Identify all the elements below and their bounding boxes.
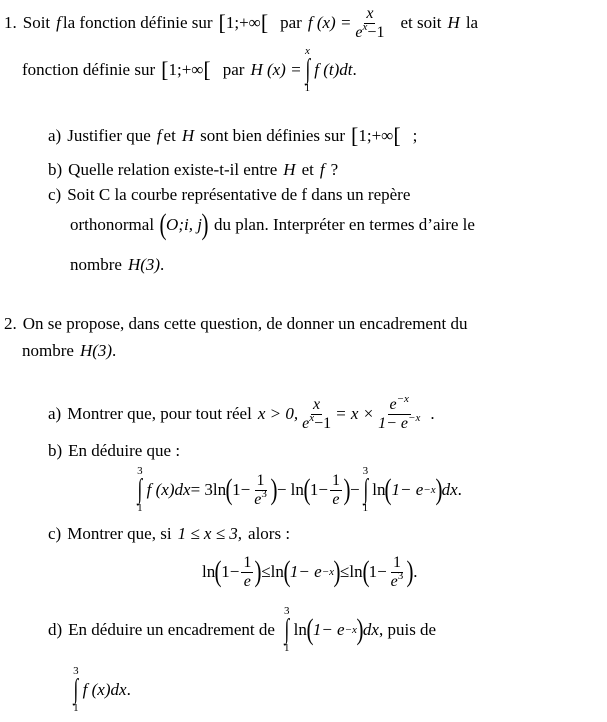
q2-d: d) En déduire un encadrement de 3 ∫ 1 ln ( 1− e −x ) dx , puis de [48,605,437,654]
q2-b-frac1 [252,473,269,508]
q2-d-dx: dx [362,620,379,639]
q1-c-line3-a: nombre [70,255,122,274]
q2-a-lhs-den-tail: −1 [314,414,332,432]
q1-int-upper: x [304,45,310,58]
q1-line2-par: par [222,60,245,79]
q1-line2-interval: 1;+∞ [168,60,204,79]
q1-fx: f (x) = [307,13,352,32]
q2-d-label: d) [48,620,63,639]
q2-a-lhs [300,397,333,432]
q2-a-label: a) [48,404,62,423]
q1-integral-sign: x ∫ 1 [304,45,311,94]
q1-H: H [447,13,460,32]
q1-b-and: et [301,160,314,179]
q2-a-cond: x > 0, [257,404,299,423]
q2-c-one-minus-2: 1− [368,562,387,581]
q1-b-text: Quelle relation existe-t-il entre [68,160,278,179]
q2-a-lhs-num: x [313,395,321,413]
q2-d-text2: , puis de [378,620,437,639]
q1-c-line3 [70,252,164,278]
q2-d-inner: 1− e [312,620,345,639]
q1-a-f: f [156,126,162,145]
q1-a-label: a) [48,126,62,145]
q2-d2-int-lower: 1 [73,701,79,714]
q2-d-integral-sign: 3 ∫ 1 [284,605,290,654]
q2-b-int2-ln: ln [372,480,386,499]
q2-c-frac2-den: e [390,572,398,590]
q1-line1: 1. Soit f la fonction définie sur [ 1;+∞ [ par f (x) = $\frac{x}{e^x-1}$ et soit H la [4,4,479,41]
q2-a-lhs-den: e [302,414,310,432]
q1-par: par [280,13,302,32]
q2-c-inner: 1− e [289,562,322,581]
q1-a-text: Justifier que [67,126,151,145]
q2-c-one-minus-1: 1− [221,562,240,581]
q2-d2-end: . [126,680,131,699]
q2-c-ln2: ln [270,562,284,581]
q2-c-frac1 [241,555,253,590]
q2-a-rhs-num-exp: −x [396,392,409,405]
q1-integrand: f (t)dt [314,60,353,79]
q2-d2-integrand: f (x)dx [82,680,127,699]
q2-c-cond: 1 ≤ x ≤ 3, [177,524,243,543]
q2-b-eq: = 3ln [190,480,227,499]
q2-c-le2: ≤ [340,562,350,581]
q2-b-frac2-num: 1 [331,471,340,489]
q1-fraction [353,6,386,41]
q1-c-line2-a: orthonormal [70,215,155,234]
q2-number: 2. [4,314,17,333]
q1-c-line2-b: du plan. Interpréter en termes d’aire le [213,215,475,234]
q2-c-text: Montrer que, si [67,524,172,543]
q2-b-one-minus: 1− [232,480,251,499]
q1-intro-a: Soit [22,13,51,32]
q2-text1: On se propose, dans cette question, de donner un encadrement du [22,314,468,333]
q2-c-frac2 [389,555,406,590]
q2-line1 [4,313,467,335]
q1-c-text: Soit C la courbe représentative de f dans un repère [67,185,411,204]
q1-interval: 1;+∞ [225,13,261,32]
q2-c-frac1-den: e [243,572,251,590]
q2-text2-end: . [112,341,117,360]
q1-line2: fonction définie sur [ 1;+∞ [ par H (x) = x ∫ 1 f (t)dt . [22,45,357,94]
q2-b-int2-dx: dx [441,480,458,499]
q1-intro-d: la [465,13,479,32]
q2-b-minus: − [349,480,360,499]
q1-c-line3-end: . [160,255,165,274]
q1-a-text2: sont bien définies sur [200,126,346,145]
q1-frac-den: e [355,23,363,41]
q1-line2-end: . [352,60,357,79]
q2-a-eq: = x × [335,404,375,423]
q1-b-end: ? [330,160,339,179]
q2-b-integrand: f (x)dx [146,480,191,499]
q2-a-rhs-num: e [389,395,397,413]
q2-b-frac2 [330,473,342,508]
q2-b-integral2-sign: 3 ∫ 1 [362,465,369,514]
q2-d-text: En déduire un encadrement de [68,620,275,639]
q2-a-rhs-den-exp: −x [408,411,421,424]
q2-a-rhs [376,392,422,432]
q2-c-frac1-num: 1 [243,553,252,571]
q1-a-end: ; [412,126,418,145]
q1-c-label: c) [48,185,62,204]
q2-c-formula: ln ( 1− $\frac{1}{e}$ ) ≤ ln ( 1− e −x ) ≤ ln ( 1− $\frac{1}{e^3}$ ) . [202,553,418,590]
q2-a-text: Montrer que, pour tout réel [67,404,252,423]
q1-c [48,184,410,206]
q1-b-H: H [283,160,296,179]
q2-a-lhs-den-exp: x [309,411,315,424]
q1-intro-c: et soit [400,13,442,32]
q2-c-frac2-den-exp: 3 [397,569,404,582]
q1-Hx: H (x) = [250,60,302,79]
q2-b-int2-lower: 1 [362,501,369,514]
q1-number: 1. [4,13,17,32]
q1-a-interval: 1;+∞ [358,126,394,145]
q2-b-int-lower: 1 [137,501,143,514]
q2-b-frac1-den: e [254,490,262,508]
q2-c-ln1: ln [202,562,216,581]
q2-b-frac1-den-exp: 3 [261,487,267,500]
q2-c [48,523,290,545]
q2-c-le1: ≤ [261,562,271,581]
q2-b [48,440,180,462]
q2-line2 [22,338,116,364]
q2-a-end: . [430,404,435,423]
q2-a-rhs-den: 1− e [378,414,409,432]
q2-a [48,394,435,434]
q2-b-end: . [457,480,462,499]
q2-c-frac2-num: 1 [392,553,401,571]
q1-a: a) Justifier que f et H sont bien définies sur [ 1;+∞ [ ; [48,123,418,148]
q2-c-label: c) [48,524,62,543]
q2-d-integrand: ln [293,620,307,639]
q1-frac-den-exp: x [362,20,368,33]
q1-b-f: f [319,160,325,179]
q1-a-H: H [181,126,195,145]
q1-b-label: b) [48,160,63,179]
q1-a-and: et [163,126,176,145]
q2-b-text: En déduire que : [68,441,181,460]
q2-d2-integral-sign: 3 ∫ 1 [73,665,79,714]
q1-int-lower: 1 [304,81,311,94]
q2-d2-int-upper: 3 [73,665,79,678]
q2-b-minus-ln: − ln [276,480,304,499]
q2-b-int2-inner: 1− e [391,480,424,499]
q2-b-int-upper: 3 [137,465,143,478]
q1-c-repere: O;i, j [166,215,202,234]
q2-c-ln3: ln [349,562,363,581]
q1-frac-num: x [366,4,374,22]
q1-b [48,159,338,181]
q2-b-integral1-sign: 3 ∫ 1 [137,465,143,514]
q2-b-int2-upper: 3 [362,465,369,478]
q2-d-line2 [70,664,131,716]
q2-b-one-minus-2: 1− [309,480,328,499]
q2-H3: H(3) [79,341,113,360]
q1-c-line2: orthonormal ( O;i, j ) du plan. Interpréter en termes d’aire le [70,208,475,241]
q2-d-int-lower: 1 [284,641,290,654]
q1-line2-a: fonction définie sur [22,60,156,79]
q1-intro-b: la fonction définie sur [62,13,213,32]
q1-c-H3: H(3) [127,255,161,274]
q2-b-label: b) [48,441,63,460]
q2-b-frac2-den: e [332,490,340,508]
q2-d-int-upper: 3 [284,605,290,618]
q2-c-text2: alors : [248,524,291,543]
q1-frac-den-tail: −1 [367,23,385,41]
q1-f: f [56,13,61,32]
q2-b-formula: 3 ∫ 1 f (x)dx = 3ln ( 1− $\frac{1}{e^3}$ ) − ln ( 1− $\frac{1}{e}$ ) − 3 ∫ 1 ln ( 1− e −x ) dx . [137,465,462,514]
q2-c-end: . [413,562,418,581]
q2-text2-a: nombre [22,341,74,360]
q2-b-frac1-num: 1 [256,471,265,489]
